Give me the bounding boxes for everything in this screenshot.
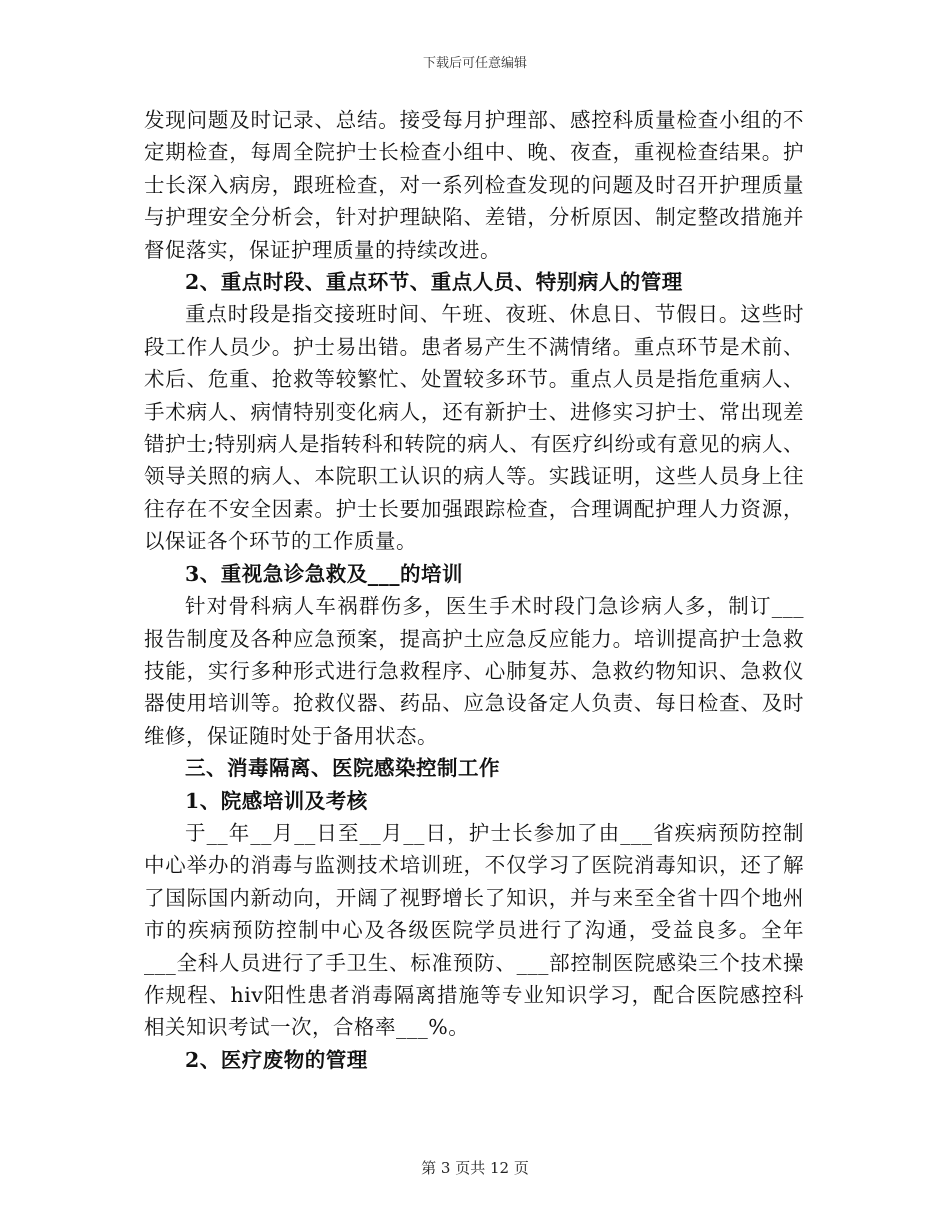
paragraph-key-periods: 重点时段是指交接班时间、午班、夜班、休息日、节假日。这些时段工作人员少。护士易出错。患者易产生不满情绪。重点环节是术前、术后、危重、抢救等较繁忙、处置较多环节。重点人员是指危重病人、手术病人、病情特别变化病人，还有新护士、进修实习护士、常出现差错护士;特别病人是指转科和转院的病人、有医疗纠纷或有意见的病人、领导关照的病人、本院职工认识的病人等。实践证明，这些人员身上往往存在不安全因素。护士长要加强跟踪检查，合理调配护理人力资源，以保证各个环节的工作质量。 <box>144 302 804 554</box>
page-footer: 第 3 页共 12 页 <box>421 1159 529 1177</box>
heading-infection-training: 1、院感培训及考核 <box>185 788 368 813</box>
document-body <box>144 104 804 1076</box>
heading-infection-control: 三、消毒隔离、医院感染控制工作 <box>185 756 500 781</box>
heading-medical-waste: 2、医疗废物的管理 <box>185 1047 368 1072</box>
page-header: 下载后可任意编辑 <box>422 56 527 71</box>
paragraph-emergency-training: 针对骨科病人车祸群伤多，医生手术时段门急诊病人多，制订___报告制度及各种应急预案，提高护土应急反应能力。培训提高护士急救技能，实行多种形式进行急救程序、心肺复苏、急救约物知识、急救仪器使用培训等。抢救仪器、药品、应急设备定人负责、每日检查、及时维修，保证随时处于备用状态。 <box>144 594 804 748</box>
paragraph-quality-inspection: 发现问题及时记录、总结。接受每月护理部、感控科质量检查小组的不定期检查，每周全院护士长检查小组中、晚、夜查，重视检查结果。护士长深入病房，跟班检查，对一系列检查发现的问题及时召开护理质量与护理安全分析会，针对护理缺陷、差错，分析原因、制定整改措施并督促落实，保证护理质量的持续改进。 <box>144 108 804 262</box>
paragraph-infection-training: 于__年__月__日至__月__日，护士长参加了由___省疾病预防控制中心举办的消毒与监测技术培训班，不仅学习了医院消毒知识，还了解了国际国内新动向，开阔了视野增长了知识，并与来至全省十四个地州市的疾病预防控制中心及各级医院学员进行了沟通，受益良多。全年___全科人员进行了手卫生、标准预防、___部控制医院感染三个技术操作规程、hiv阳性患者消毒隔离措施等专业知识学习，配合医院感控科相关知识考试一次，合格率___%。 <box>144 820 804 1040</box>
heading-emergency-training: 3、重视急诊急救及___的培训 <box>185 561 464 586</box>
heading-key-periods: 2、重点时段、重点环节、重点人员、特别病人的管理 <box>185 270 683 295</box>
